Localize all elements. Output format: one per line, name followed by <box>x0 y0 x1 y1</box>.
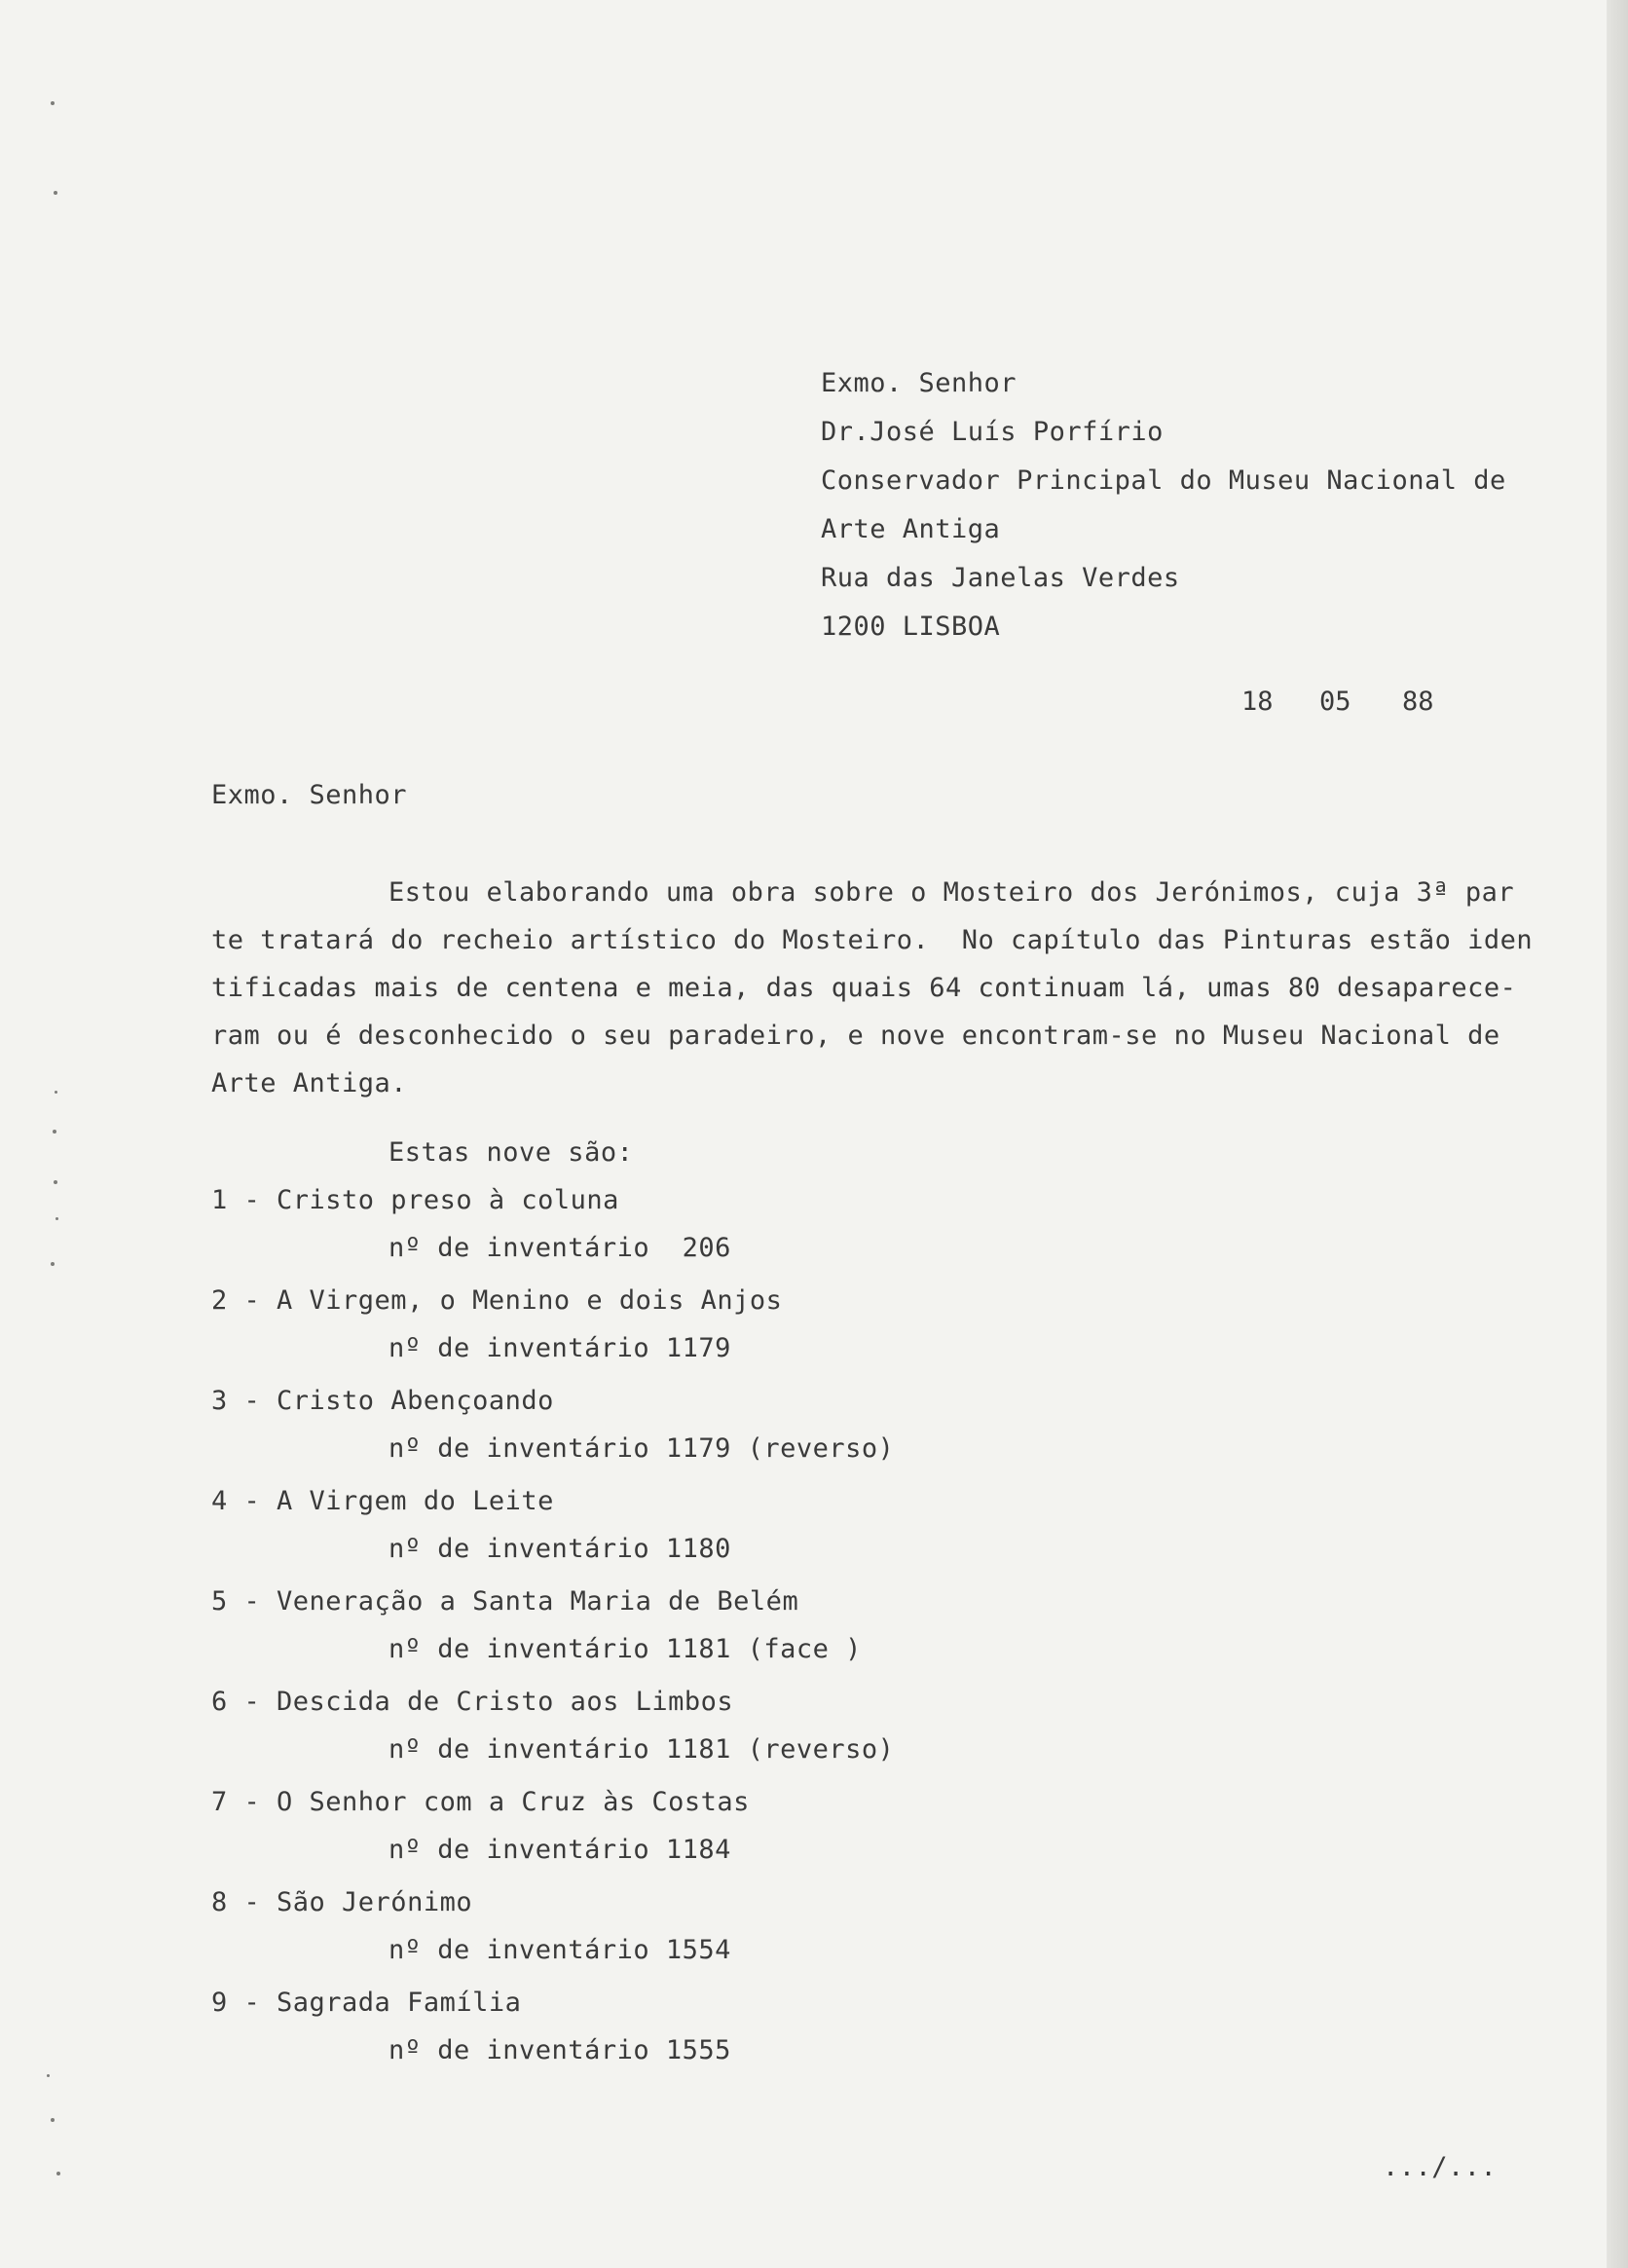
recipient-line: Conservador Principal do Museu Nacional de <box>821 465 1506 496</box>
list-item-inventory: nº de inventário 1179 <box>388 1333 731 1363</box>
list-item-inventory: nº de inventário 1181 (reverso) <box>388 1734 895 1765</box>
list-item-title: 7 - O Senhor com a Cruz às Costas <box>211 1787 750 1817</box>
paintings-list <box>211 1139 894 2090</box>
paper-speck <box>54 1180 57 1184</box>
paper-speck <box>56 1217 58 1220</box>
body-line: ram ou é desconhecido o seu paradeiro, e nove encontram-se no Museu Nacional de <box>211 1021 1500 1051</box>
list-item-title: 2 - A Virgem, o Menino e dois Anjos <box>211 1285 783 1316</box>
recipient-address <box>821 370 1506 662</box>
list-item-title: 5 - Veneração a Santa Maria de Belém <box>211 1586 799 1617</box>
list-item-title: 3 - Cristo Abençoando <box>211 1386 554 1416</box>
list-item-title: 8 - São Jerónimo <box>211 1887 473 1917</box>
paper-speck <box>54 191 57 195</box>
recipient-line: Rua das Janelas Verdes <box>821 563 1180 593</box>
recipient-line: 1200 LISBOA <box>821 612 1001 642</box>
list-item-title: 1 - Cristo preso à coluna <box>211 1185 619 1215</box>
paper-speck <box>51 101 55 105</box>
body-line: te tratará do recheio artístico do Mosteiro. No capítulo das Pinturas estão iden <box>211 925 1534 955</box>
list-item-inventory: nº de inventário 1184 <box>388 1835 731 1865</box>
date-month: 05 <box>1319 687 1351 717</box>
continuation-mark: .../... <box>1383 2152 1498 2182</box>
page-edge-shadow <box>1607 0 1628 2268</box>
list-item-inventory: nº de inventário 1181 (face ) <box>388 1634 862 1664</box>
paper-speck <box>51 2118 55 2122</box>
body-paragraph <box>211 879 1533 1118</box>
recipient-line: Arte Antiga <box>821 514 1001 544</box>
paper-speck <box>55 1091 57 1094</box>
list-item-inventory: nº de inventário 1554 <box>388 1935 731 1965</box>
list-item-inventory: nº de inventário 206 <box>388 1233 731 1263</box>
list-item-inventory: nº de inventário 1180 <box>388 1534 731 1564</box>
list-intro: Estas nove são: <box>388 1137 634 1168</box>
body-line: tificadas mais de centena e meia, das quais 64 continuam lá, umas 80 desaparece- <box>211 973 1517 1003</box>
salutation: Exmo. Senhor <box>211 780 408 810</box>
date-day: 18 <box>1241 687 1274 717</box>
letter-date <box>1241 687 1434 717</box>
list-item-inventory: nº de inventário 1179 (reverso) <box>388 1433 895 1464</box>
recipient-line: Exmo. Senhor <box>821 368 1018 398</box>
list-item-title: 6 - Descida de Cristo aos Limbos <box>211 1687 734 1717</box>
list-item-title: 4 - A Virgem do Leite <box>211 1486 554 1516</box>
body-line: Arte Antiga. <box>211 1068 408 1098</box>
body-line: Estou elaborando uma obra sobre o Mosteiro dos Jerónimos, cuja 3ª par <box>388 877 1515 908</box>
list-item-inventory: nº de inventário 1555 <box>388 2035 731 2065</box>
recipient-line: Dr.José Luís Porfírio <box>821 417 1164 447</box>
paper-speck <box>51 1262 55 1266</box>
paper-speck <box>56 2172 60 2175</box>
date-year: 88 <box>1402 687 1434 717</box>
paper-speck <box>53 1130 56 1134</box>
paper-speck <box>47 2074 50 2077</box>
list-item-title: 9 - Sagrada Família <box>211 1988 522 2018</box>
